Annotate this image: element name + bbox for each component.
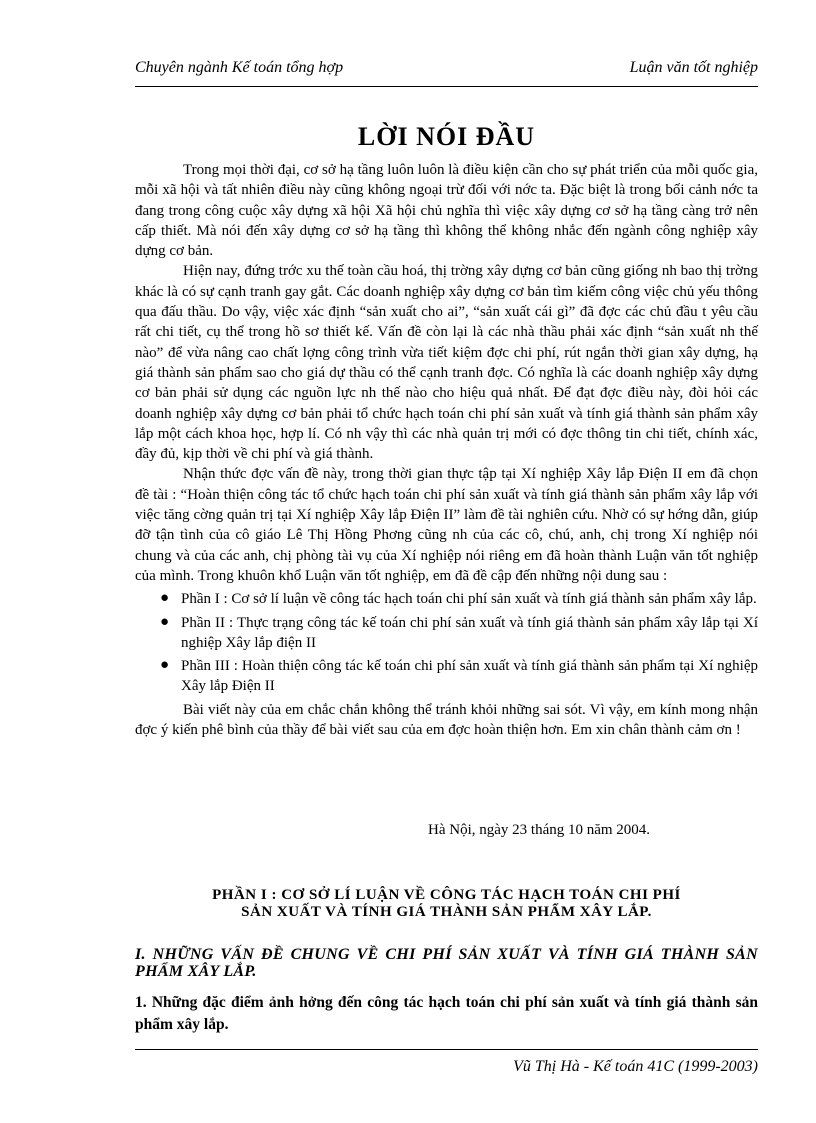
header-right: Luận văn tốt nghiệp — [629, 59, 758, 76]
page-footer — [135, 1049, 758, 1090]
paragraph-1: Trong mọi thời đại, cơ sở hạ tầng luôn luôn là điều kiện cần cho sự phát triển của mỗi quốc gia, mỗi xã hội và tất nhiên điều này cũng không ngoại trừ đối với nớc ta. Đặc biệt là trong bối cảnh nớc ta đang trong công cuộc xây dựng xã hội Xã hội chủ nghĩa thì việc xây dựng cơ sở hạ tầng càng trở nên cấp thiết. Mà nói đến xây dựng cơ sở hạ tầng thì không thể không nhắc đến ngành công nghiệp xây dựng cơ bản. — [135, 162, 758, 260]
closing-paragraph: Bài viết này của em chắc chắn không thể tránh khỏi những sai sót. Vì vậy, em kính mong nhận đợc ý kiến phê bình của thầy để bài viết sau của em đợc hoàn thiện hơn. Em xin chân thành cảm ơn ! — [135, 701, 758, 739]
page-title: LỜI NÓI ĐẦU — [357, 122, 536, 151]
paragraph-3: Nhận thức đợc vấn đề này, trong thời gian thực tập tại Xí nghiệp Xây lắp Điện II em đã chọn đề tài : “Hoàn thiện công tác tổ chức hạch toán chi phí sản xuất và tính giá thành sản phẩm xây lắp với việc tăng cờng quản trị tại Xí nghiệp Xây lắp Điện II” làm đề tài nghiên cứu. Nhờ có sự hớng dẫn, giúp đỡ tận tình của cô giáo Lê Thị Hồng Phơng cũng nh của các cô, chú, anh, chị trong Xí nghiệp nói chung và của các anh, chị phòng tài vụ của Xí nghiệp nói riêng em đã hoàn thành Luận văn tốt nghiệp của mình. Trong khuôn khổ Luận văn tốt nghiệp, em đã đề cập đến những nội dung sau : — [135, 466, 758, 584]
bullet-icon: ● — [160, 590, 170, 607]
part-title-line-1: PHẦN I : CƠ SỞ LÍ LUẬN VỀ CÔNG TÁC HẠCH TOÁN CHI PHÍ — [212, 887, 681, 903]
part-title-line-2: SẢN XUẤT VÀ TÍNH GIÁ THÀNH SẢN PHẨM XÂY LẮP. — [241, 904, 652, 920]
date-line: Hà Nội, ngày 23 tháng 10 năm 2004. — [428, 822, 651, 838]
bullet-icon: ● — [160, 657, 170, 674]
content-list — [135, 589, 758, 696]
list-item-text: Phần III : Hoàn thiện công tác kế toán chi phí sản xuất và tính giá thành sản phẩm tại Xí nghiệp Xây lắp Điện II — [181, 658, 758, 695]
page-header — [135, 56, 758, 87]
list-item — [135, 589, 758, 609]
body-text — [135, 160, 758, 740]
section-heading: I. NHỮNG VẤN ĐỀ CHUNG VỀ CHI PHÍ SẢN XUẤT VÀ TÍNH GIÁ THÀNH SẢN PHẨM XÂY LẮP. — [135, 946, 758, 980]
list-item-text: Phần I : Cơ sở lí luận về công tác hạch toán chi phí sản xuất và tính giá thành sản phẩm xây lắp. — [181, 591, 757, 608]
footer-author: Vũ Thị Hà - Kế toán 41C (1999-2003) — [513, 1058, 758, 1075]
header-left: Chuyên ngành Kế toán tổng hợp — [135, 59, 344, 76]
list-item — [135, 613, 758, 654]
part-title — [135, 887, 758, 921]
paragraph-2: Hiện nay, đứng trớc xu thế toàn cầu hoá, thị trờng xây dựng cơ bản cũng giống nh bao thị trờng khác là có sự cạnh tranh gay gắt. Các doanh nghiệp xây dựng cơ bản tìm kiếm công việc chủ yếu thông qua đấu thầu. Do vậy, việc xác định “sản xuất cho ai”, “sản xuất cái gì” đã đợc các chủ đầu t yêu cầu rất chi tiết, cụ thể trong hồ sơ thiết kế. Vấn đề còn lại là các nhà thầu phải xác định “sản xuất nh thế nào” để vừa nâng cao chất lợng công trình vừa tiết kiệm đợc chi phí, rút ngắn thời gian xây dựng, hạ giá thành sản phẩm sao cho giá dự thầu có thể cạnh tranh đợc. Có nghĩa là các doanh nghiệp xây dựng cơ bản phải sử dụng các nguồn lực nh thế nào cho hiệu quả nhất. Để đạt đợc điều này, đòi hỏi các doanh nghiệp xây dựng cơ bản phải tổ chức hạch toán chi phí sản xuất và tính giá thành sản phẩm xây lắp một cách khoa học, hợp lí. Có nh vậy thì các nhà quản trị mới có đợc thông tin chi tiết, chính xác, đầy đủ, kịp thời về chi phí và giá thành. — [135, 263, 758, 463]
subsection-heading: 1. Những đặc điểm ảnh hởng đến công tác hạch toán chi phí sản xuất và tính giá thành sản phẩm xây lắp. — [135, 994, 758, 1033]
list-item-text: Phần II : Thực trạng công tác kế toán chi phí sản xuất và tính giá thành sản phẩm xây lắp tại Xí nghiệp Xây lắp điện II — [181, 614, 758, 651]
list-item — [135, 656, 758, 697]
bullet-icon: ● — [160, 613, 170, 630]
